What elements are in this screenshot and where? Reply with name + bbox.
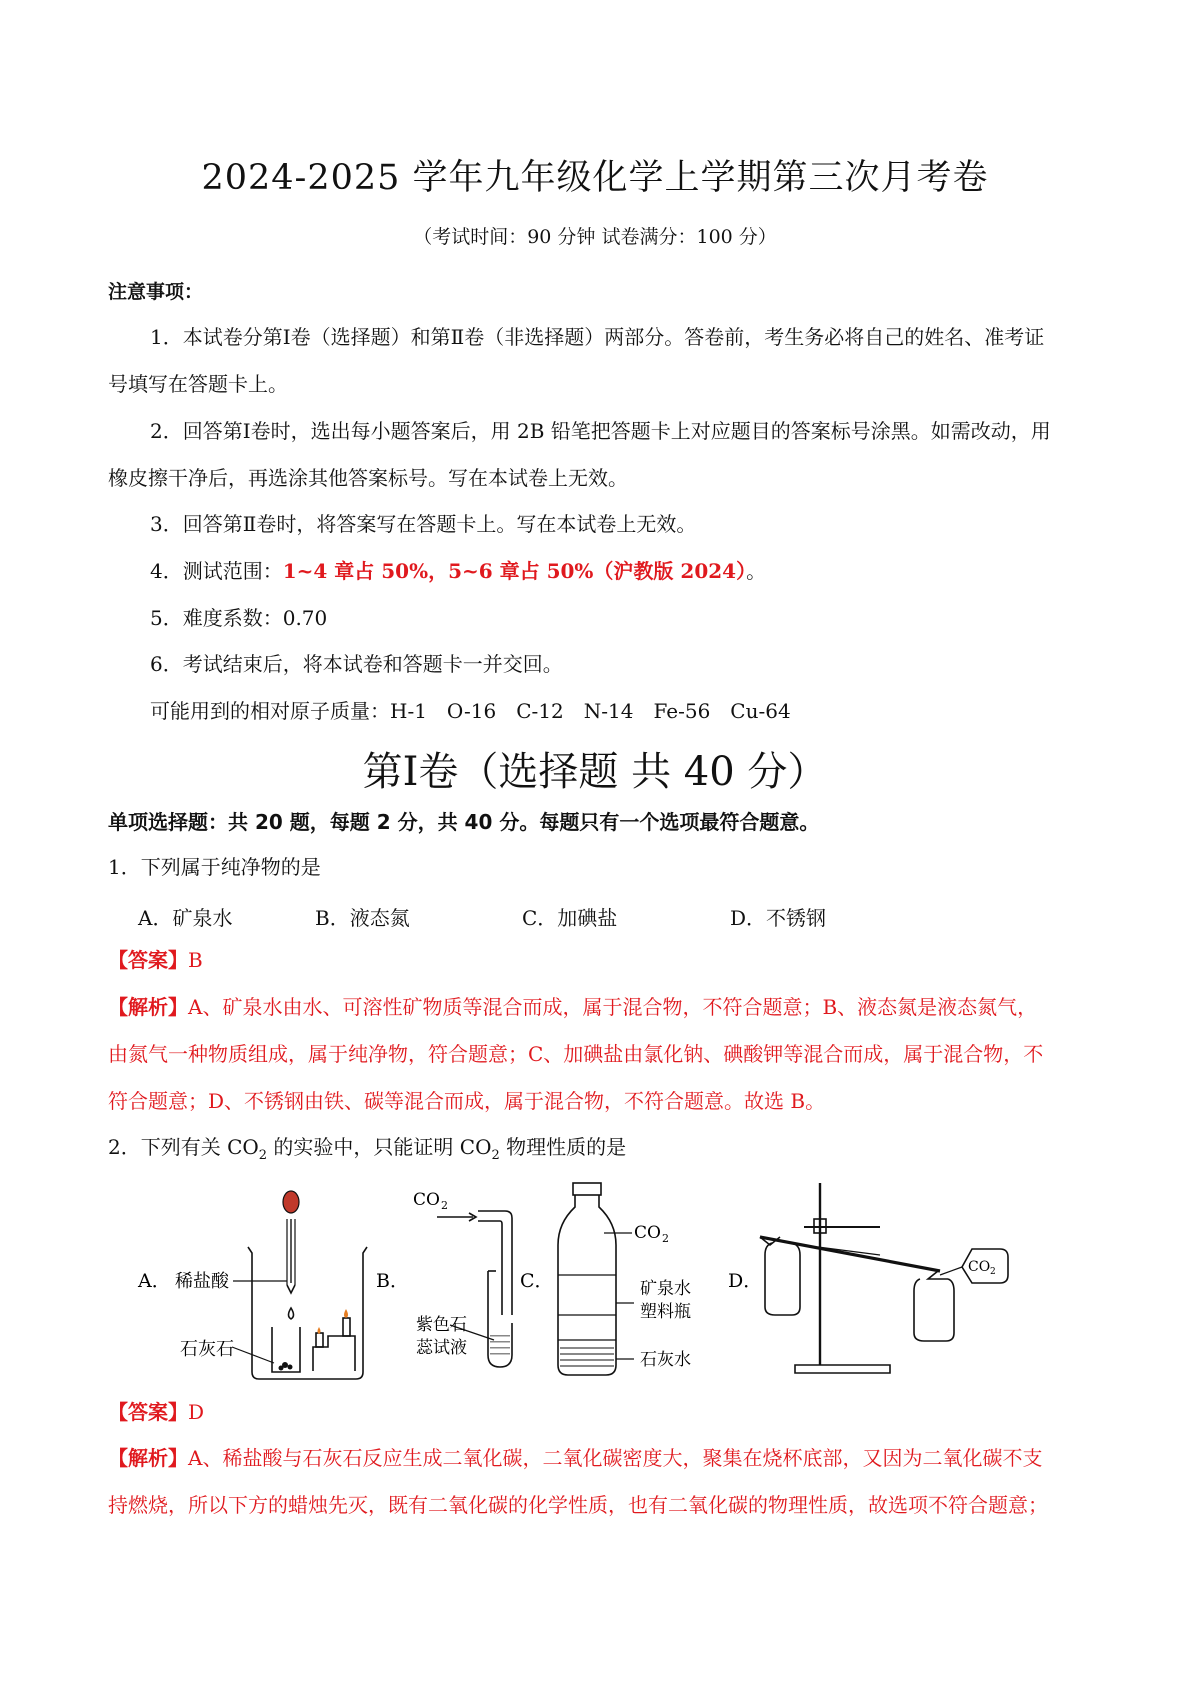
q1-analysis-line-2: 由氮气一种物质组成，属于纯净物，符合题意；C、加碘盐由氯化钠、碘酸钾等混合而成，属于混合物，不 (108, 1042, 1044, 1066)
fig-co2-b-sub: 2 (441, 1199, 448, 1212)
q2-stem-sub-2: 2 (491, 1148, 500, 1163)
q2-stem-part-c: 物理性质的是 (499, 1135, 627, 1159)
notice-item-5: 5．难度系数：0.70 (150, 606, 328, 630)
section-instruction: 单项选择题：共 20 题，每题 2 分，共 40 分。每题只有一个选项最符合题意。 (108, 810, 820, 834)
section-title: 第Ⅰ卷（选择题 共 40 分） (362, 749, 828, 795)
test-scope: 1~4 章占 50%，5~6 章占 50%（沪教版 2024） (282, 559, 747, 583)
q2-analysis-line-1 (108, 1446, 1042, 1470)
fig-litmus-2: 蕊试液 (416, 1338, 467, 1358)
q2-analysis-line-2: 持燃烧，所以下方的蜡烛先灭，既有二氧化碳的化学性质，也有二氧化碳的物理性质，故选项不符合题意； (108, 1493, 1048, 1517)
q2-stem-sub-1: 2 (258, 1148, 268, 1163)
fig-co2-b: CO (413, 1190, 440, 1210)
q1-analysis-text-1: A、矿泉水由水、可溶性矿物质等混合而成，属于混合物，不符合题意；B、液态氮是液态氮气， (188, 995, 1038, 1019)
q1-analysis-label: 【解析】 (108, 995, 188, 1019)
q1-answer-value: B (188, 948, 203, 972)
notice-item-2-line-2: 橡皮擦干净后，再选涂其他答案标号。写在本试卷上无效。 (108, 466, 628, 490)
fig-limewater: 石灰水 (640, 1350, 691, 1370)
notice-item-3: 3．回答第Ⅱ卷时，将答案写在答题卡上。写在本试卷上无效。 (150, 512, 697, 536)
fig-limestone: 石灰石 (180, 1339, 234, 1360)
fig-label-b: B． (376, 1270, 409, 1292)
q2-analysis-label: 【解析】 (108, 1446, 188, 1470)
q1-answer-label: 【答案】 (108, 948, 188, 972)
exam-title: 2024-2025 学年九年级化学上学期第三次月考卷 (201, 158, 989, 198)
q1-option-a: A．矿泉水 (138, 906, 233, 930)
notice-item-6: 6．考试结束后，将本试卷和答题卡一并交回。 (150, 652, 563, 676)
q1-analysis-line-1 (108, 995, 1037, 1019)
notice-heading: 注意事项： (108, 281, 204, 303)
fig-bottle-1: 矿泉水 (640, 1279, 691, 1299)
fig-litmus-1: 紫色石 (416, 1315, 467, 1335)
notice-item-4 (150, 559, 766, 583)
q2-experiment-figure (0, 1175, 1190, 1385)
q1-option-d: D．不锈钢 (730, 906, 827, 930)
q2-answer-label: 【答案】 (108, 1400, 188, 1424)
notice-item-1-line-2: 号填写在答题卡上。 (108, 372, 288, 396)
exam-subtitle: （考试时间：90 分钟 试卷满分：100 分） (413, 226, 777, 248)
beaker-a (248, 1247, 367, 1379)
q2-analysis-text-1: A、稀盐酸与石灰石反应生成二氧化碳，二氧化碳密度大，聚集在烧杯底部，又因为二氧化碳不支 (188, 1446, 1043, 1470)
q1-answer (108, 948, 203, 972)
notice-item-1-line-1: 1．本试卷分第Ⅰ卷（选择题）和第Ⅱ卷（非选择题）两部分。答卷前，考生务必将自己的姓名、准考证 (150, 325, 1045, 349)
fig-co2-d-sub: 2 (990, 1267, 996, 1277)
fig-co2-c-sub: 2 (662, 1232, 669, 1245)
fig-co2-c: CO (634, 1223, 661, 1243)
fig-label-c: C． (520, 1270, 554, 1292)
q2-stem (108, 1135, 626, 1168)
q2-answer-value: D (188, 1400, 205, 1424)
fig-bottle-2: 塑料瓶 (640, 1302, 691, 1322)
q2-answer (108, 1400, 204, 1424)
fig-label-d: D． (728, 1270, 763, 1292)
q1-analysis-line-3: 符合题意；D、不锈钢由铁、碳等混合而成，属于混合物，不符合题意。故选 B。 (108, 1089, 826, 1113)
fig-label-a: A． (138, 1270, 171, 1292)
q1-option-c: C．加碘盐 (522, 906, 618, 930)
q2-stem-part-a: 2．下列有关 CO (108, 1135, 259, 1159)
q1-option-b: B．液态氮 (315, 906, 410, 930)
fig-co2-d: CO (968, 1259, 991, 1275)
fig-dilute-hcl: 稀盐酸 (175, 1271, 229, 1292)
atomic-mass-line: 可能用到的相对原子质量：H-1 O-16 C-12 N-14 Fe-56 Cu-64 (150, 699, 791, 723)
notice-item-4-prefix: 4．测试范围： (150, 559, 283, 583)
q2-stem-part-b: 的实验中，只能证明 CO (267, 1135, 492, 1159)
notice-item-4-suffix: 。 (746, 559, 767, 583)
q1-stem: 1．下列属于纯净物的是 (108, 855, 321, 879)
notice-item-2-line-1: 2．回答第Ⅰ卷时，选出每小题答案后，用 2B 铅笔把答题卡上对应题目的答案标号涂黑。如需改动，用 (150, 419, 1051, 443)
